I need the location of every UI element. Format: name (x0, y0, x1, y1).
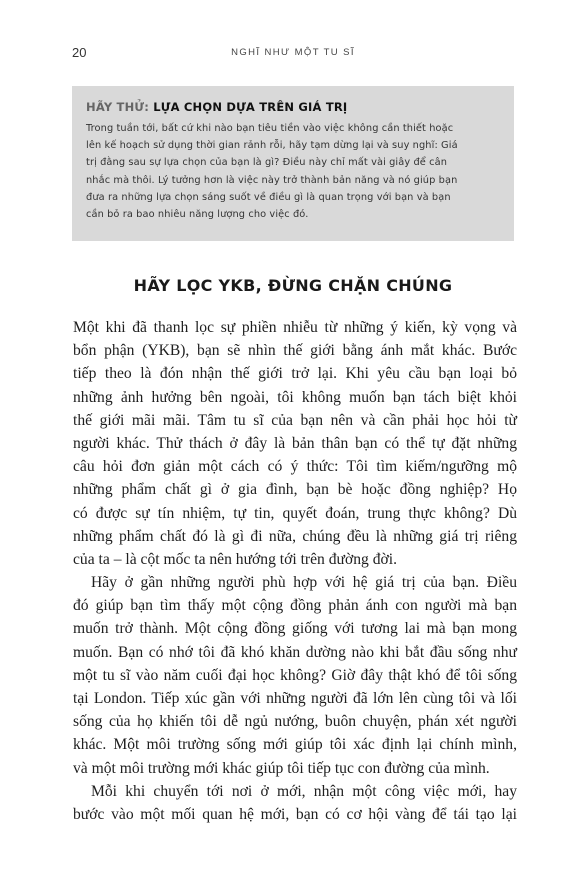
body-line: muốn trở thành. Một cộng đồng giống với tương lai mà bạn mong (73, 620, 517, 638)
body-line: bổn phận (YKB), bạn sẽ nhìn thế giới bằng ánh mắt khác. Bước (73, 342, 517, 360)
page-number: 20 (72, 45, 87, 60)
tip-line: nhắc mà thôi. Lý tưởng hơn là việc này trở thành bản năng và nó giúp bạn (86, 174, 458, 186)
body-line: của ta – là cột mốc ta nên hướng tới trên đường đời. (73, 550, 397, 568)
body-line: Một khi đã thanh lọc sự phiền nhiễu từ những ý kiến, kỳ vọng và (73, 319, 517, 336)
body-line: bước vào một mối quan hệ mới, bạn có cơ hội vàng để tái tạo lại (73, 805, 517, 823)
body-line: một tu sĩ vào năm cuối đại học không? Giờ đây thật khó để tôi sống (73, 666, 517, 684)
body-line: những phẩm chất gì ở gia đình, bạn bè hoặc đồng nghiệp? Họ (73, 481, 517, 499)
tip-line: Trong tuần tới, bất cứ khi nào bạn tiêu tiền vào việc không cần thiết hoặc (86, 123, 454, 134)
tip-heading: LỰA CHỌN DỰA TRÊN GIÁ TRỊ (153, 100, 348, 114)
body-line: khác. Một môi trường sống mới giúp tôi xác định lại chính mình, (73, 736, 517, 754)
body-line: người khác. Thử thách ở đây là bản thân bạn có thể tự đặt những (73, 434, 517, 452)
body-line: sống của họ khiến tôi dễ ngủ nướng, buôn chuyện, phán xét người (73, 713, 517, 731)
body-line: Hãy ở gần những người phù hợp với hệ giá trị của bạn. Điều (91, 574, 517, 592)
body-line: muốn. Bạn có nhớ tôi đã khó khăn dường nào khi bắt đầu sống như (73, 643, 517, 661)
body-line: Mỗi khi chuyển tới nơi ở mới, nhận một công việc mới, hay (91, 782, 517, 800)
body-line: tiếp theo là đón nhận thế giới trở lại. Khi yêu cầu bạn loại bỏ (73, 365, 517, 383)
section-heading: HÃY LỌC YKB, ĐỪNG CHẶN CHÚNG (133, 276, 453, 295)
tip-box (72, 86, 514, 241)
tip-line: trị đằng sau sự lựa chọn của bạn là gì? Điều này chỉ mất vài giây để cân (86, 157, 448, 169)
tip-line: đưa ra những lựa chọn sáng suốt về điều gì là quan trọng với bạn và bạn (86, 191, 451, 203)
body-line: có được sự tín nhiệm, tự tin, quyết đoán, trung thực không? Dù (73, 504, 517, 522)
running-header: NGHĨ NHƯ MỘT TU SĨ (231, 47, 355, 58)
body-line: đó giúp bạn tìm thấy một cộng đồng phản ánh con người mà bạn (73, 597, 517, 615)
tip-line: cần bỏ ra bao nhiêu năng lượng cho việc đó. (86, 209, 309, 221)
body-line: những phẩm chất đó là gì đi nữa, chúng đều là những giá trị riêng (73, 527, 517, 545)
tip-label: HÃY THỬ: (86, 100, 150, 114)
tip-title (86, 100, 500, 114)
body-text (73, 316, 517, 826)
body-line: thế giới mãi mãi. Tâm tu sĩ của bạn nên và cần phải học hỏi từ (73, 411, 517, 429)
body-line: và một môi trường mới khác giúp tôi tiếp tục con đường của mình. (73, 759, 490, 777)
body-line: những ảnh hưởng bên ngoài, tôi không muốn bạn tách biệt khỏi (73, 388, 517, 406)
body-line: câu hỏi đơn giản một cách có ý thức: Tôi tìm kiếm/ngưỡng mộ (73, 458, 517, 476)
tip-line: lên kế hoạch sử dụng thời gian rảnh rỗi, hãy tạm dừng lại và suy nghĩ: Giá (86, 140, 458, 152)
body-line: tại London. Tiếp xúc gần với những người đã lớn lên cùng tôi và lối (73, 690, 517, 707)
